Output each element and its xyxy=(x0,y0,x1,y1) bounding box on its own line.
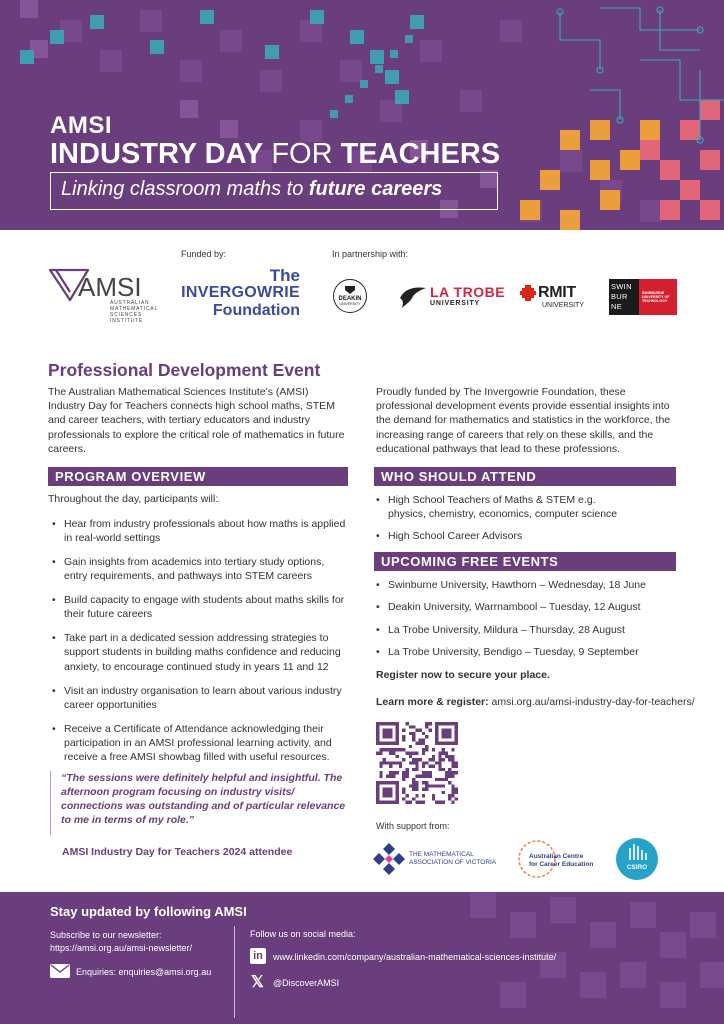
acce-logo xyxy=(517,839,597,879)
swin-line-2: BUR xyxy=(611,292,628,301)
invergowrie-logo xyxy=(180,267,300,319)
amsi-sub-3: SCIENCES xyxy=(110,312,142,318)
rmit-logo xyxy=(520,284,592,314)
swinburne-wordmark xyxy=(609,279,639,315)
list-item: • Build capacity to engage with students about maths skills for their future careers xyxy=(50,593,350,621)
register-callout: Register now to secure your place. xyxy=(376,669,550,681)
x-icon[interactable]: 𝕏 xyxy=(251,974,264,991)
rmit-name: RMIT xyxy=(538,284,576,301)
swinburne-logo xyxy=(609,279,677,315)
swin-sub-1: SWINBURNE xyxy=(642,291,665,295)
rmit-pixel-icon xyxy=(520,285,536,301)
program-list xyxy=(50,517,350,774)
list-item: • Take part in a dedicated session addressing strategies to support students in building maths confidence and reducing anxiety, to encourage continued study in years 11 and 12 xyxy=(50,631,350,674)
latrobe-bird-icon xyxy=(398,282,428,310)
tagline xyxy=(50,172,498,210)
list-item: • Deakin University, Warrnambool – Tuesday, 12 August xyxy=(374,600,684,614)
acce-line-2: for Career Education xyxy=(529,861,594,868)
newsletter-link[interactable]: https://amsi.org.au/amsi-newsletter/ xyxy=(50,943,193,953)
latrobe-name: LA TROBE xyxy=(430,284,506,300)
qr-code[interactable] xyxy=(376,722,458,804)
swin-sub-3: TECHNOLOGY xyxy=(642,299,668,304)
csiro-name: CSIRO xyxy=(626,864,648,871)
support-label: With support from: xyxy=(376,821,450,831)
amsi-sub-2: MATHEMATICAL xyxy=(110,306,159,312)
mav-logo xyxy=(373,841,503,877)
section-heading: Professional Development Event xyxy=(48,360,321,380)
list-item xyxy=(374,493,674,521)
latrobe-sub: UNIVERSITY xyxy=(430,300,481,307)
list-item: • Hear from industry professionals about how maths is applied in real-world settings xyxy=(50,517,350,545)
testimonial xyxy=(50,771,350,835)
acce-line-1: Australian Centre xyxy=(529,853,584,860)
learn-more xyxy=(376,696,695,708)
who-should-attend-heading: WHO SHOULD ATTEND xyxy=(374,467,676,486)
testimonial-quote: “The sessions were definitely helpful and insightful. The afternoon program focusing on industry visits/ connections was outstanding and of particular relevance to me in terms of my role.” xyxy=(61,772,346,826)
title-part-3: TEACHERS xyxy=(340,138,501,170)
list-item: • La Trobe University, Mildura – Thursday, 28 August xyxy=(374,623,684,637)
mav-line-2: ASSOCIATION OF VICTORIA xyxy=(409,859,497,866)
mail-icon xyxy=(50,964,70,978)
csiro-lines-icon xyxy=(616,838,658,864)
footer-divider xyxy=(234,926,235,1018)
swin-sub-2: UNIVERSITY OF xyxy=(642,295,670,300)
title-part-1: INDUSTRY DAY xyxy=(50,138,264,170)
swin-line-1: SWIN xyxy=(611,282,632,291)
who-item-line-2: physics, chemistry, economics, computer science xyxy=(388,508,618,521)
partnership-label: In partnership with: xyxy=(332,249,409,259)
deakin-sub: UNIVERSITY xyxy=(339,302,361,306)
footer xyxy=(0,892,724,1024)
amsi-logo-text: AMSI xyxy=(78,272,142,302)
amsi-sub-4: INSTITUTE xyxy=(110,318,144,324)
swinburne-sub xyxy=(639,279,677,315)
invergowrie-line-3: Foundation xyxy=(212,302,300,319)
who-list xyxy=(374,493,674,552)
x-link[interactable]: @DiscoverAMSI xyxy=(273,978,340,988)
enquiries-email[interactable]: Enquiries: enquiries@amsi.org.au xyxy=(76,967,212,977)
linkedin-link[interactable]: www.linkedin.com/company/australian-mathematical-sciences-institute/ xyxy=(273,952,557,962)
deakin-logo xyxy=(333,279,367,313)
amsi-sub-1: AUSTRALIAN xyxy=(110,300,150,306)
deakin-name: DEAKIN xyxy=(338,296,362,302)
latrobe-logo xyxy=(398,282,504,312)
invergowrie-line-2: INVERGOWRIE xyxy=(181,284,300,301)
brand-name: AMSI xyxy=(50,112,112,139)
testimonial-attribution: AMSI Industry Day for Teachers 2024 attendee xyxy=(62,846,293,858)
learn-more-label: Learn more & register: xyxy=(376,696,489,708)
list-item: • Gain insights from academics into tertiary study options, entry requirements, and pathways into STEM careers xyxy=(50,555,350,583)
list-item: • Receive a Certificate of Attendance acknowledging their participation in an AMSI professional learning activity, and receive a free AMSI showbag filled with useful resources. xyxy=(50,722,350,765)
tagline-part-1: Linking classroom maths to xyxy=(61,178,304,200)
program-overview-heading: PROGRAM OVERVIEW xyxy=(48,467,348,486)
social-label: Follow us on social media: xyxy=(250,929,356,939)
list-item: • Swinburne University, Hawthorn – Wednesday, 18 June xyxy=(374,578,684,592)
csiro-logo xyxy=(616,838,658,880)
mav-line-1: THE MATHEMATICAL xyxy=(409,851,474,858)
invergowrie-line-1: The xyxy=(269,266,300,285)
acce-name xyxy=(529,853,593,869)
upcoming-events-heading: UPCOMING FREE EVENTS xyxy=(374,552,676,571)
intro-text: The Australian Mathematical Sciences Institute's (AMSI) Industry Day for Teachers connects high school maths, STEM and career teachers, with tertiary educators and industry professionals to explore the critical role of mathematics in future careers. xyxy=(48,386,345,455)
newsletter-block xyxy=(50,929,192,955)
tagline-part-2: future careers xyxy=(308,178,443,200)
list-item: • Visit an industry organisation to learn about various industry career opportunities xyxy=(50,684,350,712)
amsi-logo xyxy=(48,262,168,326)
list-item: • La Trobe University, Bendigo – Tuesday, 9 September xyxy=(374,645,684,659)
page-title xyxy=(50,138,500,171)
hero-banner xyxy=(0,0,724,230)
list-item: • High School Career Advisors xyxy=(374,529,674,543)
events-list xyxy=(374,578,684,668)
mav-emblem-icon xyxy=(373,843,405,875)
funded-by-label: Funded by: xyxy=(181,249,227,259)
title-part-2: FOR xyxy=(271,138,333,170)
swin-line-3: NE xyxy=(611,302,623,311)
newsletter-label: Subscribe to our newsletter: xyxy=(50,930,162,940)
deakin-crest-icon xyxy=(344,285,356,295)
linkedin-icon[interactable]: in xyxy=(250,948,266,964)
intro-text-right: Proudly funded by The Invergowrie Foundation, these professional development events provide essential insights into the demand for mathematics and statistics in the workforce, the increasing range of careers that rely on these skills, and the educational pathways that lead to these professions. xyxy=(376,386,671,455)
rmit-sub: UNIVERSITY xyxy=(542,302,585,309)
register-link[interactable]: amsi.org.au/amsi-industry-day-for-teachers/ xyxy=(491,696,695,708)
who-item-line-1: • High School Teachers of Maths & STEM e.g. xyxy=(388,494,596,506)
mav-name xyxy=(409,851,496,867)
footer-title: Stay updated by following AMSI xyxy=(50,904,247,919)
program-lead: Throughout the day, participants will: xyxy=(48,493,219,505)
